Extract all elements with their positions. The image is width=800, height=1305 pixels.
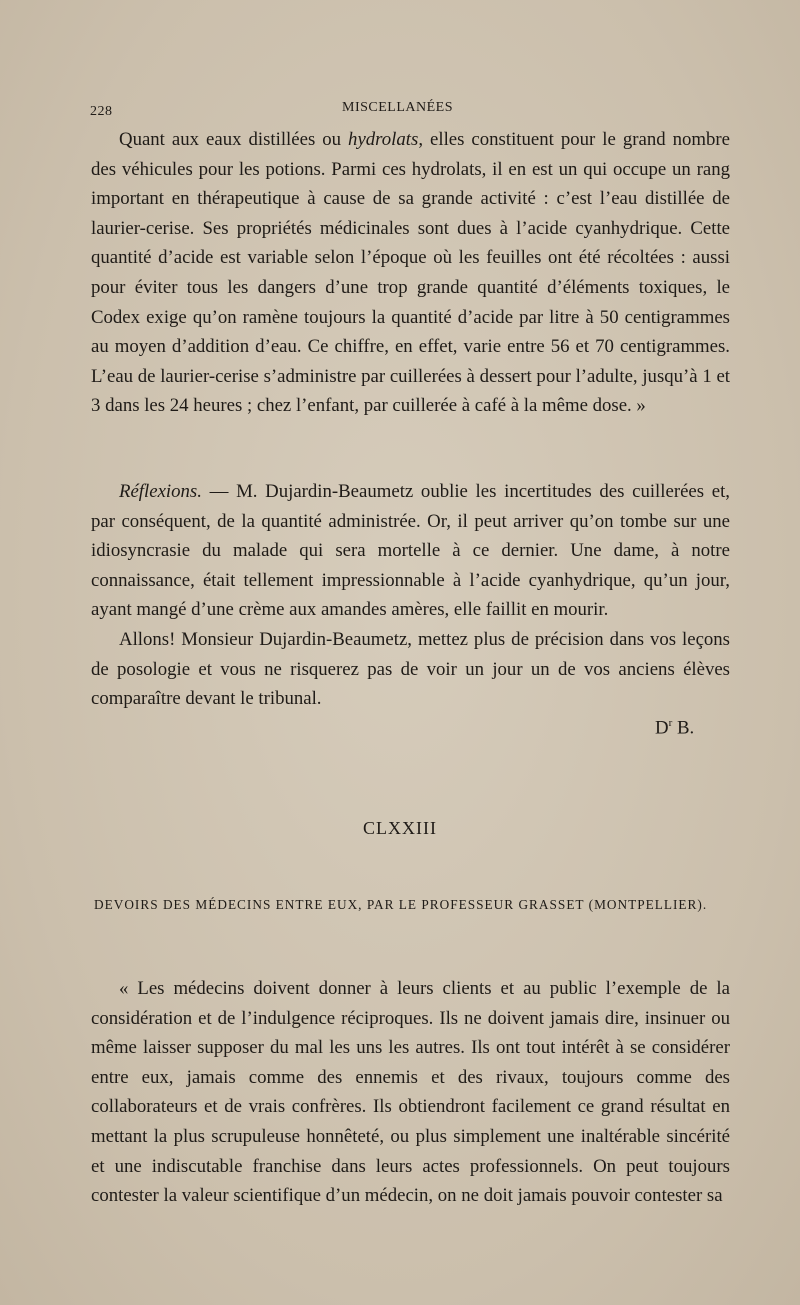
reflexions-text: — M. Dujardin-Beaumetz oublie les incertitudes des cuillerées et, par conséquent, de la quantité administrée. Or, il peut arriver qu’on tombe sur une idiosyncrasie du malade qui sera mortelle à ce dernier. Une dame, à notre connaissance, était tellement impressionnable à l’acide cyanhydrique, qu’un jour, ayant mangé d’une crème aux amandes amères, elle faillit en mourir. (91, 481, 730, 621)
chapter-number: CLXXIII (363, 818, 437, 838)
signature-suffix: B. (672, 717, 695, 739)
continuation-intro: Quant aux eaux distillées ou (119, 129, 349, 150)
author-signature (655, 717, 694, 739)
signature-prefix: D (655, 717, 669, 739)
running-header (90, 100, 730, 124)
chapter-title: DEVOIRS DES MÉDECINS ENTRE EUX, PAR LE PROFESSEUR GRASSET (MONTPELLIER). (94, 897, 708, 912)
hydrolats-term: hydrolats (348, 129, 419, 150)
chapter-body-paragraph: « Les médecins doivent donner à leurs clients et au public l’exemple de la considération et de l’indulgence réciproques. Ils ne doivent jamais dire, insinuer ou même laisser supposer du mal les uns les autres. Ils ont tout intérêt à se considérer entre eux, jamais comme des ennemis et des rivaux, toujours comme des collaborateurs et de vrais confrères. Ils obtiendront facilement ce grand résultat en mettant la plus scrupuleuse honnêteté, ou plus simplement une inaltérable sincérité et une indiscutable franchise dans leurs actes professionnels. On peut toujours contester la valeur scientifique d’un médecin, on ne doit jamais pouvoir contester sa (91, 978, 730, 1207)
page-number: 228 (90, 104, 113, 119)
running-title: MISCELLANÉES (342, 100, 453, 115)
chapter-text-block (91, 974, 730, 1211)
continuation-paragraph (91, 125, 730, 421)
reflexions-second-paragraph: Allons! Monsieur Dujardin-Beaumetz, mettez plus de précision dans vos leçons de posologie et vous ne risquerez pas de voir un jour un de vos anciens élèves comparaître devant le tribunal. (91, 628, 730, 710)
reflexions-paragraph (91, 477, 730, 625)
continuation-text-block (91, 125, 730, 421)
continuation-rest: , elles constituent pour le grand nombre des véhicules pour les potions. Parmi ces hydrolats, il en est un qui occupe un rang important en thérapeutique à cause de sa grande activité : c’est l’eau distillée de laurier-cerise. Ses propriétés médicinales sont dues à l’acide cyanhydrique. Cette quantité d’acide est variable selon l’époque où les feuilles ont été récoltées : aussi pour éviter tous les dangers d’une trop grande quantité d’éléments toxiques, le Codex exige qu’on ramène toujours la quantité d’acide par litre à 50 centigrammes au moyen d’addition d’eau. Ce chiffre, en effet, varie entre 56 et 70 centigrammes. L’eau de laurier-cerise s’administre par cuillerées à dessert pour l’adulte, jusqu’à 1 et 3 dans les 24 heures ; chez l’enfant, par cuillerée à café à la même dose. » (91, 129, 730, 417)
reflexions-text-block (91, 477, 730, 714)
reflexions-label: Réflexions. (119, 481, 202, 502)
signature-superscript: r (668, 717, 673, 729)
